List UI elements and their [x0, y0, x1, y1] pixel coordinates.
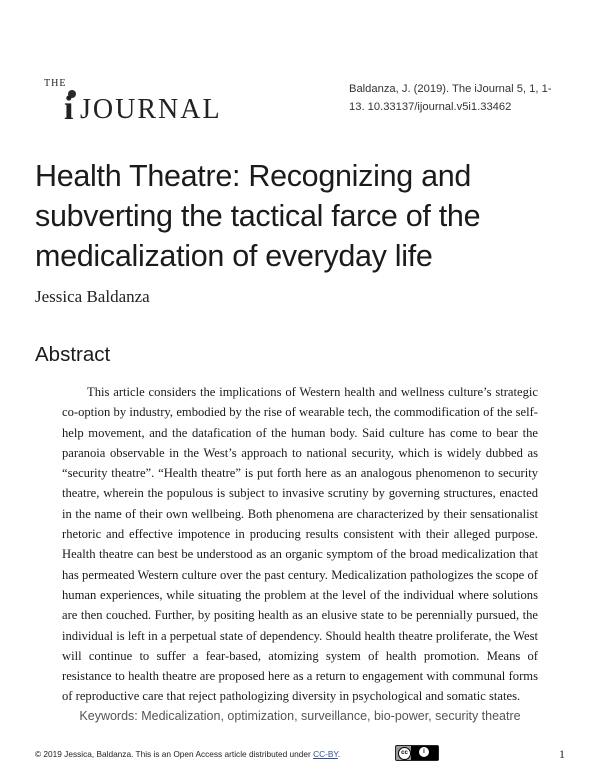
- article-title: Health Theatre: Recognizing and subverting the tactical farce of the medicalization of everyday life: [35, 159, 481, 273]
- cc-by-badge-icon[interactable]: [395, 745, 439, 761]
- author-name: Jessica Baldanza: [35, 287, 150, 306]
- page-footer: [35, 745, 565, 765]
- cc-icon: cc: [398, 747, 411, 760]
- copyright-notice: [35, 749, 340, 759]
- license-link[interactable]: CC-BY: [313, 749, 338, 759]
- copyright-text: © 2019 Jessica, Baldanza. This is an Open Access article distributed under: [35, 749, 314, 759]
- journal-logo: [44, 78, 222, 128]
- logo-prefix: THE: [44, 78, 67, 89]
- logo-letter: i: [64, 90, 74, 127]
- page-number: 1: [559, 747, 565, 761]
- logo-name: JOURNAL: [80, 94, 222, 125]
- abstract-text: This article considers the implications of Western health and wellness culture’s strategic co-option by industry, embodied by the rise of wearable tech, the commodification of the self-help movement, and the datafication of the human body. Said culture has come to bear the paranoia observable in the West’s approach to national security, which is widely dubbed as “security theatre”. “Health theatre” is put forth here as an analogous phenomenon to security theatre, wherein the populous is subject to invasive scrutiny by governing structures, enacted in the name of their own wellbeing. Both phenomena are characterized by their sensationalist rhetoric and effective impotence in producing results consistent with their alleged purpose. Health theatre can best be understood as an organic symptom of the broad medicalization that has permeated Western culture over the past century. Medicalization pathologizes the scope of human experiences, while situating the problem at the level of the individual where solutions are then couched. Further, by positing health as an elusive state to be perennially pursued, the individual is left in a perpetual state of dependency. Should health theatre proliferate, the West will continue to suffer a fear-based, atomizing system of health promotion. Means of resistance to health theatre are proposed here as a return to engagement with communal forms of reproductive care that reject pathologizing diversity in psychological and somatic states.: [62, 385, 538, 704]
- copyright-period: .: [337, 749, 341, 759]
- citation: Baldanza, J. (2019). The iJournal 5, 1, 1-13. 10.33137/ijournal.v5i1.33462: [349, 83, 552, 113]
- abstract-heading: Abstract: [35, 343, 111, 366]
- keywords: Keywords: Medicalization, optimization, surveillance, bio-power, security theatre: [79, 709, 521, 723]
- by-attribution-icon: i: [419, 747, 429, 757]
